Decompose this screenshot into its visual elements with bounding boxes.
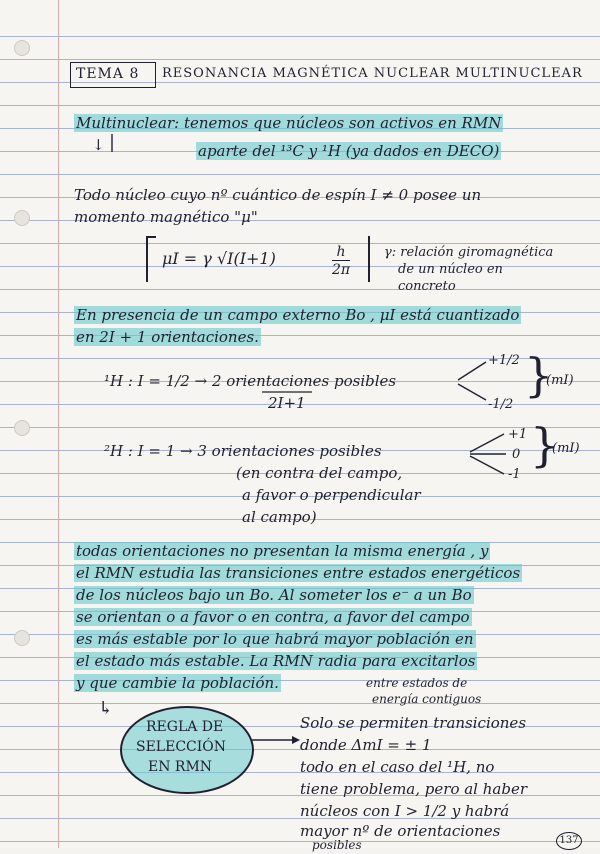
h2-line3: a favor o perpendicular	[242, 486, 421, 504]
h2-line2: (en contra del campo,	[236, 464, 403, 482]
para-line4-text: se orientan o a favor o en contra, a favor del campo	[76, 608, 470, 626]
field-line1-text: En presencia de un campo externo Bo , μI está cuantizado	[76, 306, 520, 324]
field-line2-text: en 2I + 1 orientaciones.	[76, 328, 259, 346]
h1-example: ¹H : I = 1/2 → 2 orientaciones posibles	[104, 372, 397, 390]
h1-formula: 2I+1	[268, 394, 306, 412]
rule-line3: todo en el caso del ¹H, no	[300, 758, 495, 776]
gamma-note-line2: de un núcleo en	[398, 262, 503, 277]
h2-minus: -1	[508, 467, 521, 482]
formula-mu: μI = γ √I(I+1)	[162, 249, 276, 268]
h1-up: +1/2	[488, 353, 520, 368]
rule-box-line3: EN RMN	[148, 759, 213, 775]
page-title: RESONANCIA MAGNÉTICA NUCLEAR MULTINUCLEAR	[162, 66, 583, 81]
formula-fraction	[332, 244, 350, 278]
formula-denominator: 2π	[332, 262, 351, 278]
tema-label: TEMA 8	[76, 66, 140, 82]
para-line2	[74, 564, 522, 582]
para-line3-text: de los núcleos bajo un Bo. Al someter los e⁻ a un Bo	[76, 586, 472, 604]
para-line7-text: y que cambie la población.	[76, 674, 279, 692]
para-line1-text: todas orientaciones no presentan la misma energía , y	[76, 542, 489, 560]
nucleus-line1: Todo núcleo cuyo nº cuántico de espín I ≠ 0 posee un	[74, 186, 482, 204]
binding-hole	[14, 630, 30, 646]
binding-holes	[14, 0, 32, 848]
intro-line1	[74, 114, 503, 132]
h2-line4: al campo)	[242, 508, 317, 526]
binding-hole	[14, 210, 30, 226]
corner-arrow-icon: ↳	[98, 698, 114, 719]
intro-line1-text: Multinuclear: tenemos que núcleos son activos en RMN	[76, 114, 502, 132]
binding-hole	[14, 420, 30, 436]
para-note1: entre estados de	[366, 676, 468, 690]
para-line5	[74, 630, 476, 648]
para-note2: energía contiguos	[372, 692, 482, 706]
formula-numerator: h	[336, 244, 346, 260]
para-line6-text: el estado más estable. La RMN radia para excitarlos	[76, 652, 476, 670]
para-line5-text: es más estable por lo que habrá mayor población en	[76, 630, 474, 648]
page-number: 137	[556, 832, 582, 850]
para-line3	[74, 586, 474, 604]
field-line1	[74, 306, 521, 324]
h1-brace: }	[524, 348, 554, 402]
gamma-note-line3: concreto	[398, 279, 456, 294]
h1-down: -1/2	[488, 397, 514, 412]
margin-line	[58, 0, 59, 848]
rule-line6: mayor nº de orientaciones	[300, 822, 501, 840]
rule-line2: donde ΔmI = ± 1	[300, 736, 432, 754]
rule-line5: núcleos con I > 1/2 y habrá	[300, 802, 510, 820]
h1-mi: (mI)	[546, 373, 574, 388]
para-line2-text: el RMN estudia las transiciones entre estados energéticos	[76, 564, 521, 582]
para-line1	[74, 542, 490, 560]
rule-line4: tiene problema, pero al haber	[300, 780, 527, 798]
intro-line2	[196, 142, 501, 160]
intro-line2-text: aparte del ¹³C y ¹H (ya dados en DECO)	[198, 142, 500, 160]
down-arrow-icon: ↓	[92, 136, 105, 154]
field-line2	[74, 328, 261, 346]
h2-zero: 0	[512, 447, 521, 462]
nucleus-line2: momento magnético "μ"	[74, 208, 258, 226]
rule-box-line1: REGLA DE	[146, 719, 224, 735]
rule-line1: Solo se permiten transiciones	[300, 714, 527, 732]
h2-mi: (mI)	[552, 441, 580, 456]
gamma-note-line1: γ: relación giromagnética	[384, 245, 554, 260]
h2-plus: +1	[508, 427, 528, 442]
h2-brace: }	[530, 418, 560, 472]
para-line6	[74, 652, 477, 670]
rule-box-line2: SELECCIÓN	[136, 739, 227, 755]
para-line4	[74, 608, 472, 626]
para-line7	[74, 674, 281, 692]
h2-example: ²H : I = 1 → 3 orientaciones posibles	[104, 442, 382, 460]
rule-line7: posibles	[312, 838, 362, 852]
binding-hole	[14, 40, 30, 56]
